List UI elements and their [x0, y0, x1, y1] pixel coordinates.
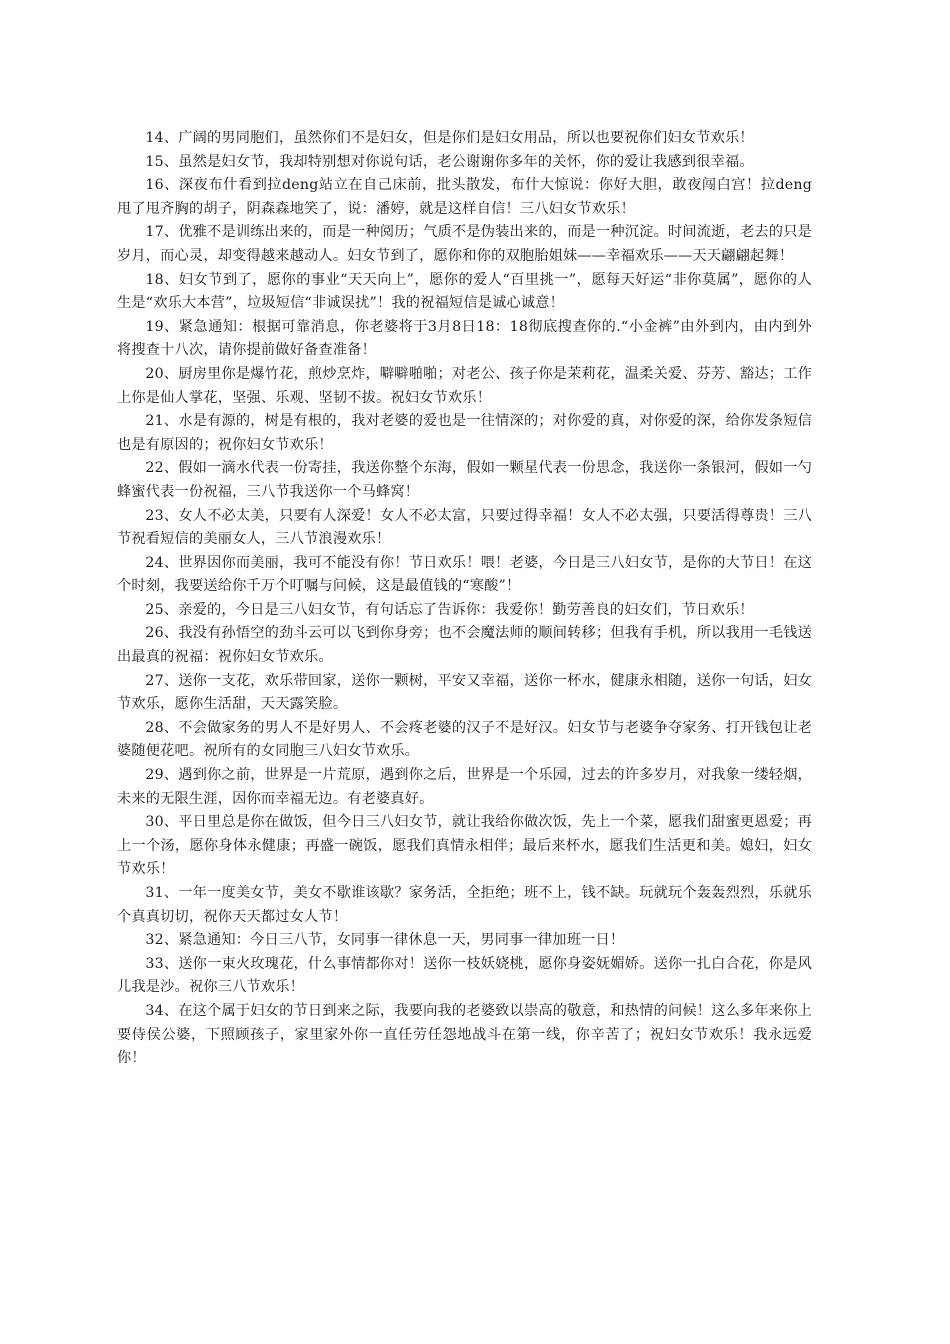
paragraph-22: 22、假如一滴水代表一份寄挂，我送你整个东海，假如一颗星代表一份思念，我送你一条银河，假如一勺蜂蜜代表一份祝福，三八节我送你一个马蜂窝！ [117, 460, 812, 500]
paragraph-19: 19、紧急通知：根据可靠消息，你老婆将于3月8日18：18彻底搜查你的.“小金裤”由外到内，由内到外将搜查十八次，请你提前做好备查准备！ [117, 318, 812, 359]
paragraph-31: 31、一年一度美女节，美女不歇谁该歇？家务活，全拒绝；班不上，钱不缺。玩就玩个轰轰烈烈，乐就乐个真真切切，祝你天天都过女人节！ [117, 885, 812, 925]
paragraph-32: 32、紧急通知：今日三八节，女同事一律休息一天，男同事一律加班一日！ [145, 932, 625, 949]
paragraph-29: 29、遇到你之前，世界是一片荒原，遇到你之后，世界是一个乐园，过去的许多岁月，对我象一缕轻烟，未来的无限生涯，因你而幸福无边。有老婆真好。 [117, 767, 812, 807]
document-body [117, 127, 812, 1071]
paragraph-25: 25、亲爱的，今日是三八妇女节，有句话忘了告诉你：我爱你！勤劳善良的妇女们，节日欢乐！ [145, 601, 754, 618]
paragraph-14: 14、广阔的男同胞们，虽然你们不是妇女，但是你们是妇女用品，所以也要祝你们妇女节欢乐！ [145, 130, 754, 146]
paragraph-24: 24、世界因你而美丽，我可不能没有你！节日欢乐！喂！老婆，今日是三八妇女节，是你的大节日！在这个时刻，我要送给你千万个叮嘱与问候，这是最值钱的“寒酸”！ [117, 554, 812, 595]
paragraph-23: 23、女人不必太美，只要有人深爱！女人不必太富，只要过得幸福！女人不必太强，只要活得尊贵！三八节祝看短信的美丽女人，三八节浪漫欢乐！ [117, 507, 812, 548]
paragraph-30: 30、平日里总是你在做饭，但今日三八妇女节，就让我给你做次饭，先上一个菜，愿我们甜蜜更恩爱；再上一个汤，愿你身体永健康；再盛一碗饭，愿我们真情永相伴；最后来杯水，愿我们生活更和美。媳妇，妇女节欢乐！ [117, 814, 812, 878]
paragraph-27: 27、送你一支花，欢乐带回家，送你一颗树，平安又幸福，送你一杯水，健康永相随，送你一句话，妇女节欢乐，愿你生活甜，天天露笑脸。 [117, 672, 812, 713]
paragraph-15: 15、虽然是妇女节，我却特别想对你说句话，老公谢谢你多年的关怀，你的爱让我感到很幸福。 [145, 153, 754, 170]
paragraph-16: 16、深夜布什看到拉deng站立在自己床前，批头散发，布什大惊说：你好大胆，敢夜闯白宫！拉deng甩了甩齐胸的胡子，阴森森地笑了，说：潘婷，就是这样自信！三八妇女节欢乐！ [117, 177, 812, 217]
paragraph-34: 34、在这个属于妇女的节日到来之际，我要向我的老婆致以崇高的敬意，和热情的问候！这么多年来你上要侍侯公婆，下照顾孩子，家里家外你一直任劳任怨地战斗在第一线，你辛苦了；祝妇女节欢乐！我永远爱你！ [117, 1002, 812, 1067]
paragraph-26: 26、我没有孙悟空的劲斗云可以飞到你身旁；也不会魔法师的顺间转移；但我有手机，所以我用一毛钱送出最真的祝福：祝你妇女节欢乐。 [117, 625, 812, 666]
paragraph-28: 28、不会做家务的男人不是好男人、不会疼老婆的汉子不是好汉。妇女节与老婆争夺家务、打开钱包让老婆随便花吧。祝所有的女同胞三八妇女节欢乐。 [117, 719, 812, 760]
paragraph-17: 17、优雅不是训练出来的，而是一种阅历；气质不是伪装出来的，而是一种沉淀。时间流逝，老去的只是岁月，而心灵，却变得越来越动人。妇女节到了，愿你和你的双胞胎姐妹——幸福欢乐——天天翩翩起舞！ [117, 224, 812, 264]
paragraph-21: 21、水是有源的，树是有根的，我对老婆的爱也是一往情深的；对你爱的真，对你爱的深，给你发条短信也是有原因的；祝你妇女节欢乐！ [117, 413, 812, 453]
paragraph-33: 33、送你一束火玫瑰花，什么事情都你对！送你一枝妖娆桃，愿你身姿妩媚娇。送你一扎白合花，你是风儿我是沙。祝你三八节欢乐！ [117, 955, 812, 996]
paragraph-18: 18、妇女节到了，愿你的事业“天天向上”，愿你的爱人“百里挑一”，愿每天好运“非你莫属”，愿你的人生是“欢乐大本营”，垃圾短信“非诚误扰”！我的祝福短信是诚心诚意！ [117, 271, 812, 312]
paragraph-20: 20、厨房里你是爆竹花，煎炒烹炸，噼噼啪啪；对老公、孩子你是茉莉花，温柔关爱、芬芳、豁达；工作上你是仙人掌花，坚强、乐观、坚韧不拔。祝妇女节欢乐！ [117, 365, 812, 406]
